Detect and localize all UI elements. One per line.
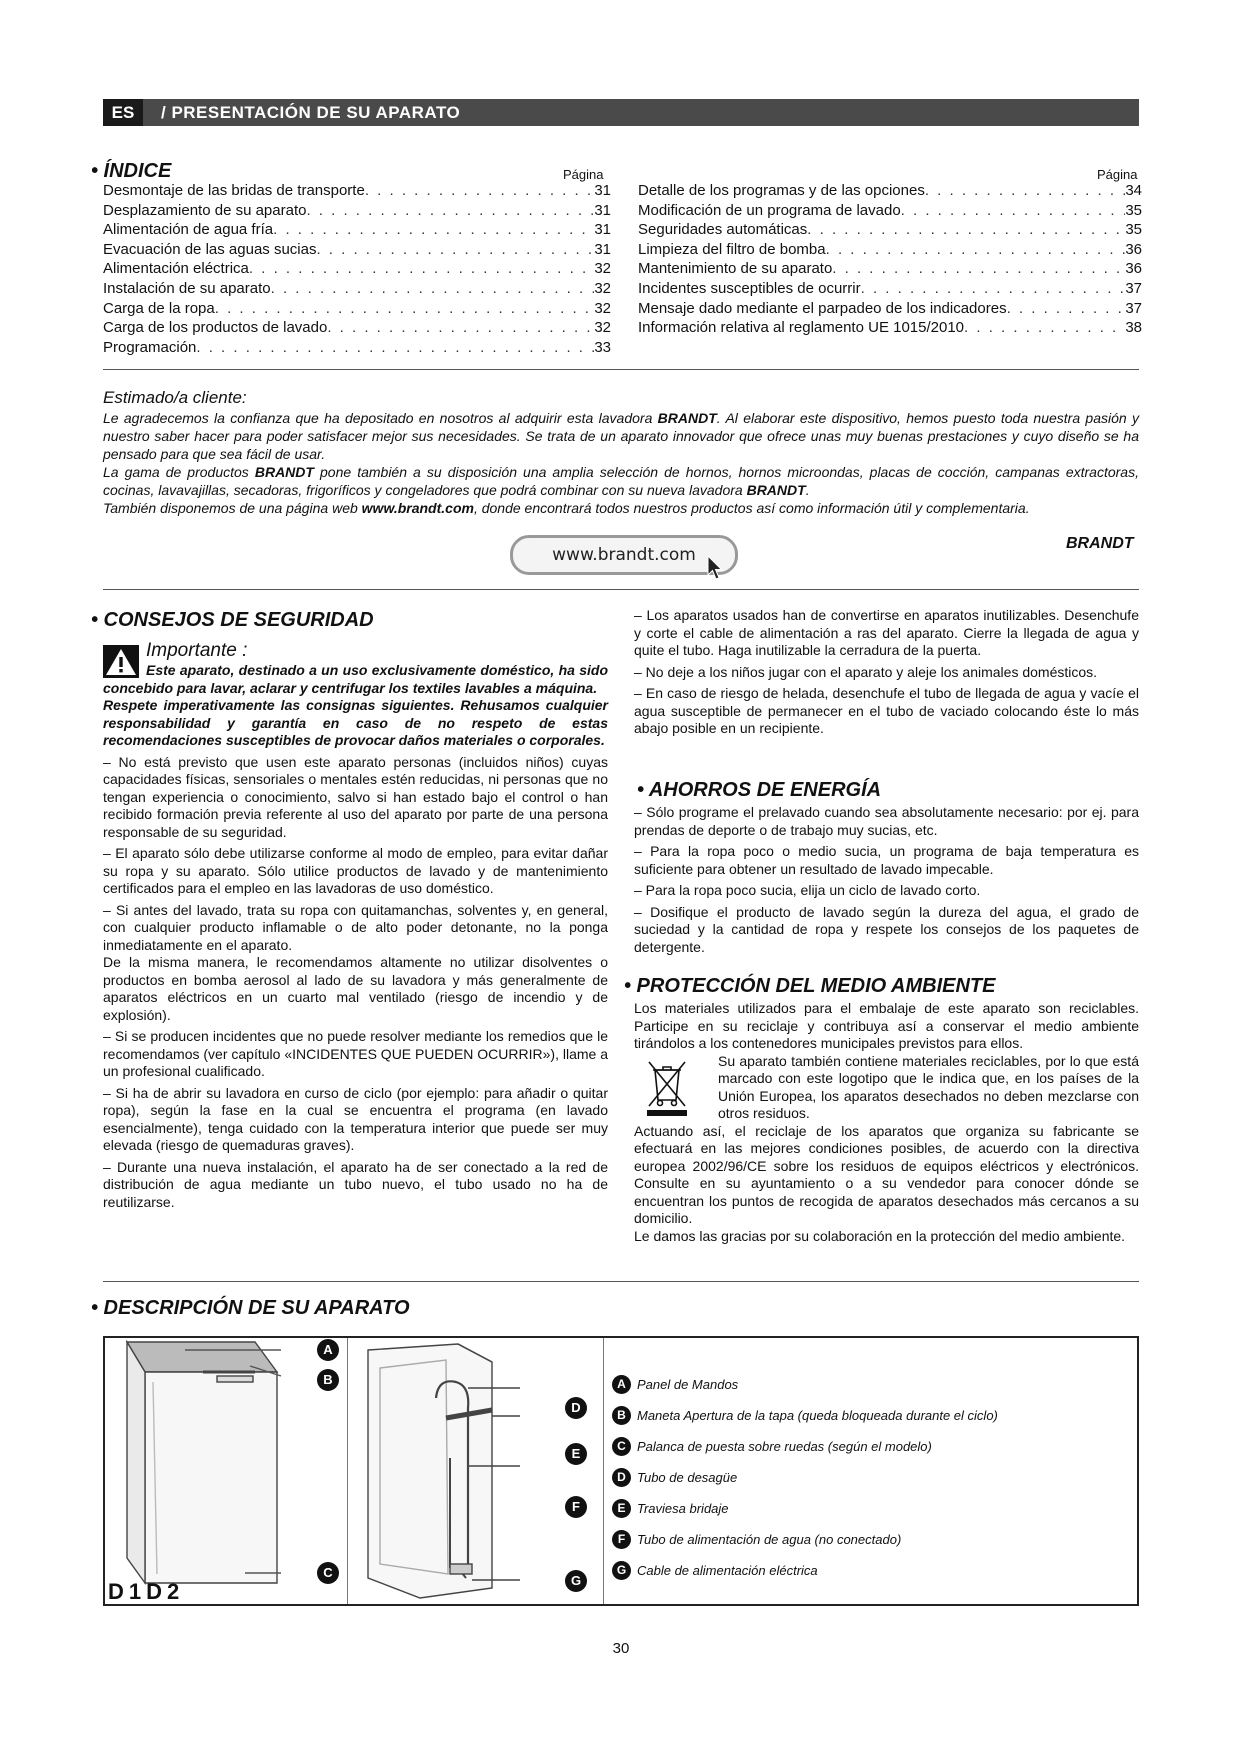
toc-row[interactable]: Limpieza del filtro de bomba . . . 36 — [638, 240, 1142, 260]
intro-text — [103, 409, 1139, 517]
environment-paragraph: Su aparato también contiene materiales reciclables, por lo que está marcado con este logotipo que le indica que, en los países de la Unión Europea, los aparatos desechados no deben mezclarse con otros residuos. — [718, 1052, 1139, 1121]
safety-paragraph: – Si se producen incidentes que no puede resolver mediante los remedios que le recomendamos (ver capítulo «INCIDENTES QUE PUEDEN OCURRIR»), llame a un profesional cualificado. — [103, 1028, 608, 1079]
toc-row[interactable]: Alimentación de agua fría . . . 31 — [103, 220, 611, 240]
website-link[interactable]: www.brandt.com — [361, 500, 474, 516]
intro-paragraph-1: Le agradecemos la confianza que ha depositado en nosotros al adquirir esta lavadora BRANDT. Al elaborar este dispositivo, hemos puesto toda nuestra pasión y nuestro saber hacer para poder satisfacer mejor sus necesidades. Se trata de un aparato innovador que ofrece unas muy buenas prestaciones y cuyo diseño se ha pensado para que sea fácil de usar. — [103, 410, 1139, 462]
medio-title: • PROTECCIÓN DEL MEDIO AMBIENTE — [624, 975, 996, 997]
toc-row[interactable]: Carga de los productos de lavado . . . 32 — [103, 318, 611, 338]
important-heading: Importante : — [146, 640, 248, 661]
ahorros-title: • AHORROS DE ENERGÍA — [637, 779, 882, 801]
descripcion-title: • DESCRIPCIÓN DE SU APARATO — [91, 1297, 410, 1319]
callout-e: E — [565, 1443, 587, 1465]
toc-row[interactable]: Información relativa al reglamento UE 1015/2010 . . . 38 — [638, 318, 1142, 338]
safety-paragraph: – No está previsto que usen este aparato personas (incluidos niños) cuyas capacidades físicas, sensoriales o mentales estén reducidas, ni personas que no tengan experiencia o conocimiento, salvo si han estado bajo el control o han recibido formación previa referente al uso del aparato por parte de una persona responsable de su seguridad. — [103, 753, 608, 840]
safety-paragraph: De la misma manera, le recomendamos altamente no utilizar disolventes o productos en bomba aerosol al lado de su lavadora y más generalmente de aparatos eléctricos en un cuarto mal ventilado (riesgo de incendio y de explosión). — [103, 954, 608, 1023]
toc-row[interactable]: Modificación de un programa de lavado . . . 35 — [638, 201, 1142, 221]
toc-row[interactable]: Incidentes susceptibles de ocurrir . . . 37 — [638, 279, 1142, 299]
legend-item: E Traviesa bridaje — [612, 1499, 729, 1518]
energy-paragraph: – Sólo programe el prelavado cuando sea absolutamente necesario: por ej. para prendas de deporte o de trabajo muy sucias, etc. — [634, 804, 1139, 838]
page-number: 30 — [612, 1640, 630, 1657]
seguridad-title: • CONSEJOS DE SEGURIDAD — [91, 609, 374, 631]
greeting: Estimado/a cliente: — [103, 388, 247, 407]
medio-text — [634, 1000, 1139, 1249]
important-text-1: Este aparato, destinado a un uso exclusivamente doméstico, ha sido concebido para lavar, aclarar y centrifugar los textiles lavables a máquina. — [103, 662, 608, 696]
intro-paragraph-2: La gama de productos BRANDT pone también a su disposición una amplia selección de hornos, hornos microondas, placas de cocción, campanas extractoras, cocinas, lavavajillas, secadoras, frigoríficos y congeladores que podrá combinar con su nueva lavadora BRANDT. — [103, 464, 1139, 498]
seguridad-left-column — [103, 662, 608, 1215]
energy-paragraph: – Para la ropa poco sucia, elija un ciclo de lavado corto. — [634, 882, 981, 898]
toc-row[interactable]: Evacuación de las aguas sucias . . . 31 — [103, 240, 611, 260]
indice-title: • ÍNDICE — [91, 160, 172, 182]
callout-b: B — [317, 1369, 339, 1391]
toc-row[interactable]: Instalación de su aparato . . . 32 — [103, 279, 611, 299]
toc-row[interactable]: Mantenimiento de su aparato . . . 36 — [638, 259, 1142, 279]
legend-item: B Maneta Apertura de la tapa (queda bloqueada durante el ciclo) — [612, 1406, 998, 1425]
cursor-arrow-icon — [706, 555, 724, 581]
model-code: D1D2 — [108, 1579, 185, 1604]
legend-item: D Tubo de desagüe — [612, 1468, 737, 1487]
callout-a: A — [317, 1339, 339, 1361]
safety-paragraph: – Si ha de abrir su lavadora en curso de ciclo (por ejemplo: para añadir o quitar ropa), según la fase en la cual se encuentra el programa (en lavado esencialmente), tenga cuidado con la temperatura interior que puede ser muy elevada (riesgo de quemaduras graves). — [103, 1084, 608, 1153]
indice-page-label-right: Página — [1097, 167, 1138, 182]
washer-front-illustration — [105, 1338, 345, 1604]
energy-paragraph: – Dosifique el producto de lavado según la dureza del agua, el grado de suciedad y la cantidad de ropa y respete los consejos de los paquetes de detergente. — [634, 903, 1139, 955]
toc-row[interactable]: Alimentación eléctrica . . . 32 — [103, 259, 611, 279]
safety-paragraph: – Durante una nueva instalación, el aparato ha de ser conectado a la red de distribución de agua mediante un tubo nuevo, el tubo usado no ha de reutilizarse. — [103, 1158, 608, 1210]
ahorros-text — [634, 804, 1139, 960]
weee-bin-icon — [645, 1058, 689, 1116]
safety-paragraph: – No deje a los niños jugar con el aparato y aleje los animales domésticos. — [634, 663, 1098, 680]
indice-right-list — [638, 181, 1142, 338]
divider — [103, 369, 1139, 370]
legend-item: G Cable de alimentación eléctrica — [612, 1561, 818, 1580]
indice-page-label-left: Página — [563, 167, 604, 182]
callout-c: C — [317, 1562, 339, 1584]
toc-row[interactable]: Seguridades automáticas . . . 35 — [638, 220, 1142, 240]
callout-f: F — [565, 1496, 587, 1518]
legend-item: C Palanca de puesta sobre ruedas (según el modelo) — [612, 1437, 932, 1456]
divider — [103, 589, 1139, 590]
environment-paragraph: Actuando así, el reciclaje de los aparatos que organiza su fabricante se efectuará en las mejores condiciones posibles, de acuerdo con la directiva europea 2002/96/CE sobre los residuos de equipos eléctricos y electrónicos. Consulte en su ayuntamiento o a su vendedor para conocer dónde se encuentran los puntos de recogida de aparatos desechados más cercanos a su domicilio. — [634, 1122, 1139, 1226]
toc-row[interactable]: Desplazamiento de su aparato . . . 31 — [103, 201, 611, 221]
divider — [603, 1338, 604, 1604]
brand-signature: BRANDT — [1066, 535, 1134, 552]
washer-back-illustration — [350, 1338, 600, 1604]
energy-paragraph: – Para la ropa poco o medio sucia, un programa de baja temperatura es suficiente para obtener un resultado de lavado impecable. — [634, 843, 1139, 877]
environment-paragraph: Le damos las gracias por su colaboración en la protección del medio ambiente. — [634, 1227, 1126, 1244]
safety-paragraph: – Si antes del lavado, trata su ropa con quitamanchas, solventes y, en general, con cualquier producto inflamable o de alto poder detonante, no la ponga inmediatamente en el aparato. — [103, 901, 608, 953]
safety-paragraph: – En caso de riesgo de helada, desenchufe el tubo de llegada de agua y vacíe el agua susceptible de permanecer en el tubo de vaciado colocando éste lo más abajo posible en un recipiente. — [634, 685, 1139, 736]
website-button[interactable]: www.brandt.com — [510, 535, 738, 575]
seguridad-right-column — [634, 607, 1139, 742]
callout-d: D — [565, 1397, 587, 1419]
toc-row[interactable]: Detalle de los programas y de las opciones . . . 34 — [638, 181, 1142, 201]
safety-paragraph: – El aparato sólo debe utilizarse conforme al modo de empleo, para evitar dañar su ropa y su aparato. Sólo utilice productos de lavado y de mantenimiento certificados para el empleo en las lavadoras de uso doméstico. — [103, 845, 608, 896]
header-bar — [103, 99, 1139, 126]
toc-row[interactable]: Programación . . . 33 — [103, 338, 611, 358]
environment-paragraph: Los materiales utilizados para el embalaje de este aparato son reciclables. Participe en su reciclaje y contribuya así a conservar el medio ambiente tirándolos a los contenedores municipales previstos para ellos. — [634, 1000, 1139, 1051]
intro-paragraph-3: También disponemos de una página web www.brandt.com, donde encontrará todos nuestros productos así como información útil y complementaria. — [103, 500, 1030, 516]
indice-left-list — [103, 181, 611, 357]
important-text-2: Respete imperativamente las consignas siguientes. Rehusamos cualquier responsabilidad y garantía en caso de no respeto de estas recomendaciones susceptibles de provocar daños materiales o corporales. — [103, 697, 608, 748]
toc-row[interactable]: Desmontaje de las bridas de transporte . . . 31 — [103, 181, 611, 201]
toc-row[interactable]: Mensaje dado mediante el parpadeo de los indicadores . . . 37 — [638, 299, 1142, 319]
safety-paragraph: – Los aparatos usados han de convertirse en aparatos inutilizables. Desenchufe y corte el cable de alimentación a ras del aparato. Cierre la llegada de agua y quite el tubo. Haga inutilizable la cerradura de la puerta. — [634, 607, 1139, 658]
legend-item: F Tubo de alimentación de agua (no conectado) — [612, 1530, 901, 1549]
legend-item: A Panel de Mandos — [612, 1375, 738, 1394]
language-tag: ES — [103, 99, 143, 126]
toc-row[interactable]: Carga de la ropa . . . 32 — [103, 299, 611, 319]
callout-g: G — [565, 1570, 587, 1592]
divider — [347, 1338, 348, 1604]
header-title: / PRESENTACIÓN DE SU APARATO — [161, 103, 461, 122]
divider — [103, 1281, 1139, 1282]
